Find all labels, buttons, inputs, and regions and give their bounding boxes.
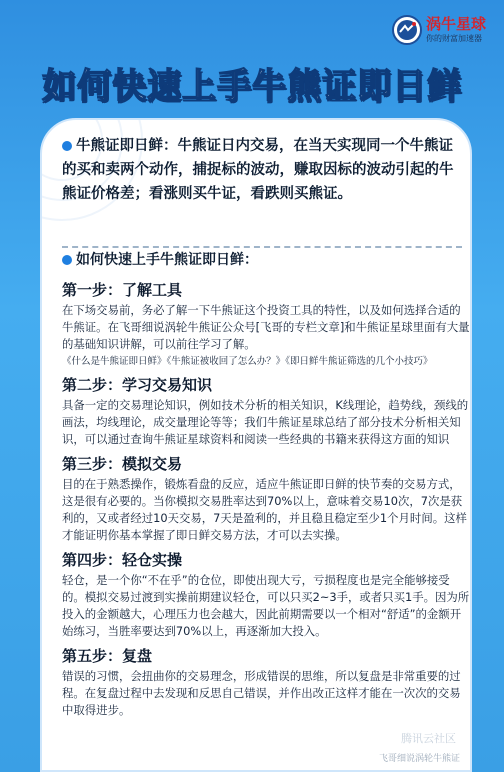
step-heading: 第一步：了解工具: [62, 281, 183, 299]
community-watermark: 腾讯云社区: [401, 732, 456, 745]
brand-logo: [392, 12, 498, 48]
step-heading: 第四步：轻仓实操: [62, 551, 183, 569]
step-references: 《什么是牛熊证即日鲜》《牛熊证被收回了怎么办？》《即日鲜牛熊证筛选的几个小技巧》: [62, 356, 433, 367]
content-card: [40, 118, 472, 772]
intro-text: 牛熊证即日鲜：牛熊证日内交易，在当天实现同一个牛熊证的买和卖两个动作，捕捉标的波动，赚取因标的波动引起的牛熊证价格差；看涨则买牛证，看跌则买熊证。: [62, 138, 454, 202]
step-heading: 第五步：复盘: [62, 647, 153, 665]
intro-paragraph: [62, 134, 462, 206]
brand-slogan: 你的财富加速器: [426, 34, 482, 43]
brand-name: 涡牛星球: [426, 15, 487, 33]
brand-emblem-icon: [392, 15, 422, 45]
step-item: [62, 550, 472, 640]
step-item: [62, 375, 472, 448]
bullet-dot-icon: [62, 255, 72, 265]
step-body: 具备一定的交易理论知识，例如技术分析的相关知识，K线理论，趋势线，颈线的画法，均线理论，成交量理论等等；我们牛熊证星球总结了部分技术分析相关知识，可以通过查询牛熊证星球资料和阅读一些经典的书籍来获得这方面的知识: [62, 398, 469, 446]
step-item: [62, 454, 472, 544]
bullet-dot-icon: [62, 141, 72, 151]
steps-list: [62, 280, 472, 725]
author-watermark: 飞哥细说涡轮牛熊证: [378, 754, 460, 764]
page-title: 如何快速上手牛熊证即日鲜: [42, 66, 462, 106]
step-body: 在下场交易前，务必了解一下牛熊证这个投资工具的特性，以及如何选择合适的牛熊证。在飞哥细说涡轮牛熊证公众号[飞哥的专栏文章]和牛熊证星球里面有大量的基础知识讲解，可以前往学习了解。: [62, 303, 470, 351]
step-body: 轻仓，是一个你“不在乎”的仓位，即使出现大亏，亏损程度也是完全能够接受的。模拟交易过渡到实操前期建议轻仓，可以只买2~3手，或者只买1手。因为所投入的金额越大，心理压力也会越大，因此前期需要以一个相对“舒适”的金额开始练习，当胜率要达到70%以上，再逐渐加大投入。: [62, 573, 470, 638]
step-item: [62, 280, 472, 369]
step-body: 目的在于熟悉操作，锻炼看盘的反应，适应牛熊证即日鲜的快节奏的交易方式，这是很有必要的。当你模拟交易胜率达到70%以上，意味着交易10次，7次是获利的，又或者经过10天交易，7天是盈利的，并且稳且稳定至少1个月时间。这样才能证明你基本掌握了即日鲜交易方法，才可以去实操。: [62, 477, 467, 542]
subtitle-text: 如何快速上手牛熊证即日鲜：: [76, 252, 258, 268]
step-heading: 第二步：学习交易知识: [62, 376, 213, 394]
step-heading: 第三步：模拟交易: [62, 455, 183, 473]
step-item: [62, 646, 472, 719]
step-body: 错误的习惯，会扭曲你的交易理念，形成错误的思维，所以复盘是非常重要的过程。在复盘过程中去发现和反思自己错误，并作出改正这样才能在一次次的交易中取得进步。: [62, 669, 461, 717]
section-subtitle: [62, 248, 462, 272]
